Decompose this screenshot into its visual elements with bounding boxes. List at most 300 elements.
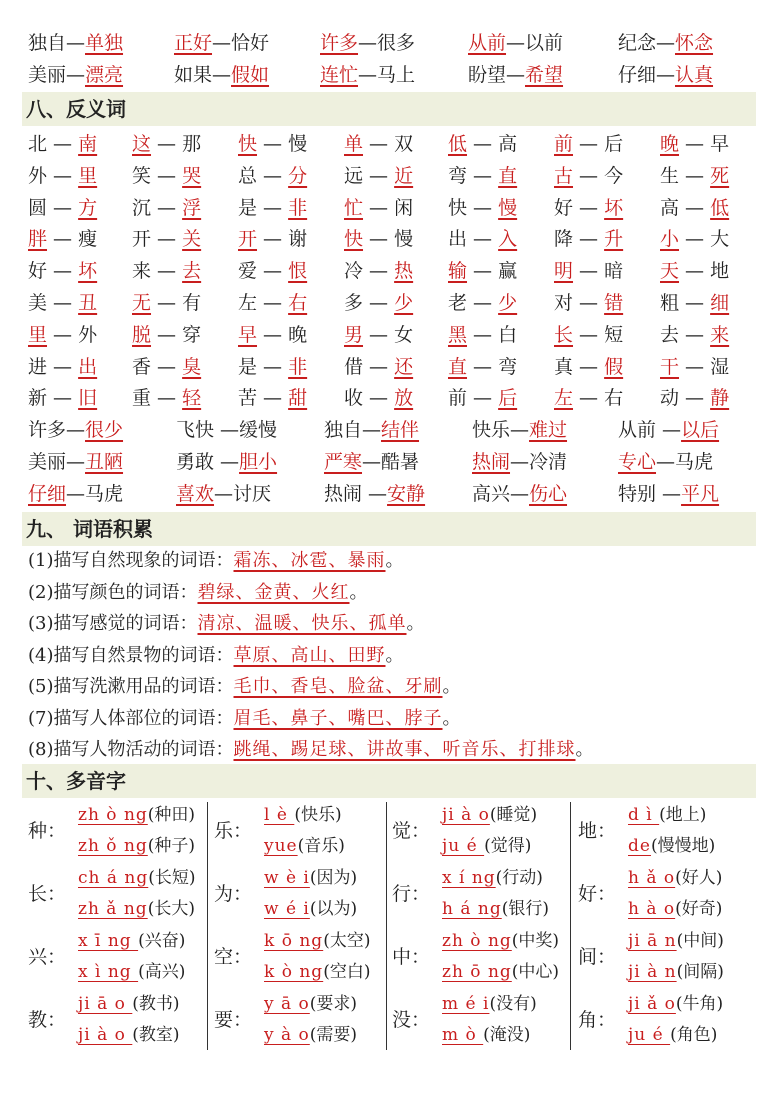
item-answer: 眉毛、鼻子、嘴巴、脖子 xyxy=(233,707,443,729)
answer-word: 无 xyxy=(132,292,152,314)
polyphone-reading xyxy=(264,894,357,924)
polyphone-reading xyxy=(628,800,706,830)
antonym-pair xyxy=(238,160,307,192)
answer-word: 胖 xyxy=(28,228,48,251)
example-word: (以为) xyxy=(309,899,358,919)
dash: — xyxy=(467,228,499,251)
antonym-pair xyxy=(554,192,623,224)
antonym-pair xyxy=(448,287,517,319)
item-prompt: (8)描写人物活动的词语： xyxy=(28,739,234,760)
example-word: (好奇) xyxy=(675,899,723,919)
given-word: 双 xyxy=(394,133,414,155)
pinyin: ch á ng xyxy=(78,868,149,888)
answer-word: 假 xyxy=(604,355,624,378)
pinyin: ju é xyxy=(442,836,485,856)
answer-word: 分 xyxy=(288,164,308,187)
given-word: 热闹 — xyxy=(324,483,388,505)
given-word: 美 xyxy=(28,292,48,314)
answer-word: 甜 xyxy=(288,387,308,410)
antonym-pair xyxy=(28,223,97,255)
answer-word: 里 xyxy=(78,164,98,187)
answer-word: 胆小 xyxy=(239,451,278,473)
example-word: (长大) xyxy=(147,899,195,919)
polyphone-reading xyxy=(442,800,537,830)
item-end: 。 xyxy=(349,581,368,603)
polyphone-reading xyxy=(264,800,342,830)
dash: — xyxy=(679,323,711,346)
answer-word: 右 xyxy=(288,292,308,314)
given-word: 多 xyxy=(344,292,364,314)
given-word: 好 xyxy=(554,196,574,219)
antonym-pair xyxy=(238,255,307,287)
antonym-pair xyxy=(238,351,307,383)
antonym-pair xyxy=(132,128,201,160)
polyphone-character: 地： xyxy=(578,820,617,842)
word-accumulation-item xyxy=(28,609,425,639)
given-word: 真 xyxy=(554,355,574,378)
example-word: (中心) xyxy=(511,962,560,982)
column-divider xyxy=(207,802,208,1050)
polyphone-reading xyxy=(78,1020,180,1050)
pinyin: h ǎ o xyxy=(628,868,676,888)
answer-word: 明 xyxy=(554,260,574,283)
antonym-pair xyxy=(28,160,97,192)
given-word: 出 xyxy=(448,228,468,251)
answer-word: 直 xyxy=(448,355,468,378)
antonym-row xyxy=(28,351,758,383)
answer-word: 热 xyxy=(394,260,414,283)
pinyin: y à o xyxy=(264,1025,310,1045)
given-word: —很多 xyxy=(358,32,416,54)
item-answer: 霜冻、冰雹、暴雨 xyxy=(233,550,386,571)
answer-word: 升 xyxy=(604,228,624,251)
answer-word: 难过 xyxy=(529,419,568,441)
dash: — xyxy=(257,260,289,283)
polyphone-reading xyxy=(78,957,185,987)
antonym-pair xyxy=(554,287,623,319)
polyphone-reading xyxy=(264,926,370,956)
dash: — xyxy=(363,355,395,378)
polyphone-character: 好： xyxy=(578,883,617,905)
given-word: 动 xyxy=(660,387,680,410)
example-word: (慢慢地) xyxy=(650,836,716,856)
answer-word: 近 xyxy=(394,164,414,187)
antonym-pair xyxy=(132,255,201,287)
antonym-pair xyxy=(554,160,623,192)
word-accumulation-item xyxy=(28,735,594,765)
antonym-phrase-pair xyxy=(28,446,123,478)
antonym-row xyxy=(28,223,758,255)
given-word: —马虎 xyxy=(66,483,124,505)
synonym-pair xyxy=(320,59,415,91)
polyphone-reading xyxy=(78,894,195,924)
antonym-phrase-pair xyxy=(472,414,567,446)
antonym-pair xyxy=(238,192,307,224)
answer-word: 严寒 xyxy=(324,451,363,473)
answer-word: 正好 xyxy=(174,32,213,54)
dash: — xyxy=(467,133,499,155)
given-word: 如果— xyxy=(174,64,232,86)
given-word: 来 xyxy=(132,260,152,283)
item-prompt: (4)描写自然景物的词语： xyxy=(28,644,234,666)
synonym-pair xyxy=(28,59,123,91)
answer-word: 臭 xyxy=(182,355,202,378)
polyphone-character: 行： xyxy=(392,883,431,905)
antonym-pair xyxy=(344,287,413,319)
antonym-pair xyxy=(28,128,97,160)
pinyin: y ā o xyxy=(264,994,310,1014)
section-10-header xyxy=(22,764,756,798)
pinyin: zh ǒ ng xyxy=(78,836,148,856)
polyphone-reading xyxy=(442,989,537,1019)
dash: — xyxy=(467,292,499,314)
dash: — xyxy=(47,387,79,410)
answer-word: 忙 xyxy=(344,196,364,219)
answer-word: 静 xyxy=(710,387,730,410)
item-end: 。 xyxy=(385,550,404,571)
dash: — xyxy=(363,260,395,283)
polyphone-reading xyxy=(628,863,722,893)
answer-word: 晚 xyxy=(660,133,680,155)
dash: — xyxy=(679,164,711,187)
dash: — xyxy=(257,387,289,410)
given-word: 闲 xyxy=(394,196,414,219)
answer-word: 去 xyxy=(182,260,202,283)
given-word: 瘦 xyxy=(78,228,98,251)
given-word: 爱 xyxy=(238,260,258,283)
answer-word: 出 xyxy=(78,355,98,378)
antonym-row xyxy=(28,128,758,160)
antonym-phrase-pair xyxy=(176,478,271,510)
answer-word: 方 xyxy=(78,196,98,219)
column-divider xyxy=(570,802,571,1050)
item-end: 。 xyxy=(442,707,461,729)
dash: — xyxy=(363,292,395,314)
example-word: (角色) xyxy=(670,1025,718,1045)
polyphone-character: 长： xyxy=(28,883,67,905)
column-divider xyxy=(386,802,387,1050)
antonym-phrase-row xyxy=(28,414,758,446)
synonym-pair xyxy=(618,27,713,59)
pinyin: l è xyxy=(264,805,295,825)
example-word: (空白) xyxy=(323,962,371,982)
dash: — xyxy=(363,164,395,187)
polyphone-character: 角： xyxy=(578,1009,617,1031)
antonym-phrase-pair xyxy=(176,446,277,478)
answer-word: 男 xyxy=(344,323,364,346)
polyphone-character: 间： xyxy=(578,946,617,968)
given-word: 北 xyxy=(28,133,48,155)
pinyin: zh ǎ ng xyxy=(78,899,148,919)
item-answer: 跳绳、踢足球、讲故事、听音乐、打排球 xyxy=(233,739,576,760)
given-word: 高 xyxy=(660,196,680,219)
dash: — xyxy=(573,133,605,155)
dash: — xyxy=(467,196,499,219)
antonym-pair xyxy=(132,160,201,192)
given-word: 弯 xyxy=(448,164,468,187)
pinyin: ju é xyxy=(628,1025,671,1045)
pinyin: w è i xyxy=(264,868,310,888)
section-9-header xyxy=(22,512,756,546)
answer-word: 来 xyxy=(710,323,730,346)
item-answer: 草原、高山、田野 xyxy=(233,644,386,666)
synonym-row-2 xyxy=(28,59,758,91)
polyphone-reading xyxy=(264,863,357,893)
example-word: (中间) xyxy=(676,931,724,951)
answer-word: 专心 xyxy=(618,451,657,473)
dash: — xyxy=(363,196,395,219)
dash: — xyxy=(467,355,499,378)
antonym-pair xyxy=(448,382,517,414)
antonym-pair xyxy=(554,255,623,287)
answer-word: 后 xyxy=(498,387,518,410)
example-word: (淹没) xyxy=(483,1025,531,1045)
example-word: (长短) xyxy=(148,868,196,888)
given-word: 湿 xyxy=(710,355,730,378)
pinyin: ji ā n xyxy=(628,931,677,951)
given-word: 许多— xyxy=(28,419,86,441)
example-word: (因为) xyxy=(309,868,358,888)
example-word: (教书) xyxy=(132,994,180,1014)
item-end: 。 xyxy=(385,644,404,666)
dash: — xyxy=(47,323,79,346)
item-answer: 毛巾、香皂、脸盆、牙刷 xyxy=(233,676,443,697)
pinyin: d ì xyxy=(628,805,660,825)
dash: — xyxy=(363,323,395,346)
antonym-phrase-pair xyxy=(28,478,123,510)
synonym-pair xyxy=(174,59,269,91)
dash: — xyxy=(679,133,711,155)
pinyin: w é i xyxy=(264,899,310,919)
dash: — xyxy=(151,164,183,187)
given-word: —以前 xyxy=(506,32,564,54)
antonym-pair xyxy=(448,351,517,383)
given-word: 独自— xyxy=(28,32,86,54)
item-prompt: (3)描写感觉的词语： xyxy=(28,613,198,634)
answer-word: 哭 xyxy=(182,164,202,187)
dash: — xyxy=(679,196,711,219)
dash: — xyxy=(363,228,395,251)
given-word: 今 xyxy=(604,164,624,187)
given-word: 谢 xyxy=(288,228,308,251)
synonym-pair xyxy=(618,59,713,91)
pinyin: m é i xyxy=(442,994,490,1014)
dash: — xyxy=(467,323,499,346)
antonym-row xyxy=(28,319,758,351)
word-accumulation-item xyxy=(28,672,461,702)
pinyin: m ò xyxy=(442,1025,484,1045)
antonym-pair xyxy=(660,382,729,414)
dash: — xyxy=(679,292,711,314)
antonym-pair xyxy=(132,192,201,224)
answer-word: 丑 xyxy=(78,292,98,314)
pinyin: yue xyxy=(264,836,298,856)
example-word: (兴奋) xyxy=(138,931,186,951)
given-word: 老 xyxy=(448,292,468,314)
answer-word: 错 xyxy=(604,292,624,314)
polyphone-character: 种： xyxy=(28,820,67,842)
answer-word: 许多 xyxy=(320,32,359,54)
example-word: (音乐) xyxy=(297,836,345,856)
example-word: (快乐) xyxy=(294,805,342,825)
antonym-phrase-pair xyxy=(472,446,567,478)
item-prompt: (7)描写人体部位的词语： xyxy=(28,707,234,729)
pinyin: h à o xyxy=(628,899,676,919)
antonym-pair xyxy=(344,128,413,160)
example-word: (间隔) xyxy=(676,962,724,982)
polyphone-reading xyxy=(442,1020,530,1050)
answer-word: 连忙 xyxy=(320,64,359,86)
answer-word: 少 xyxy=(498,292,518,314)
synonym-pair xyxy=(320,27,415,59)
word-accumulation-item xyxy=(28,704,461,734)
polyphone-reading xyxy=(78,863,196,893)
given-word: 借 xyxy=(344,355,364,378)
antonym-pair xyxy=(660,223,729,255)
answer-word: 单 xyxy=(344,133,364,155)
answer-word: 低 xyxy=(448,133,468,155)
antonym-pair xyxy=(660,160,729,192)
dash: — xyxy=(47,164,79,187)
answer-word: 前 xyxy=(554,133,574,155)
pinyin: zh ō ng xyxy=(442,962,512,982)
dash: — xyxy=(257,133,289,155)
dash: — xyxy=(151,355,183,378)
antonym-pair xyxy=(660,255,729,287)
antonym-pair xyxy=(238,223,307,255)
antonym-pair xyxy=(660,351,729,383)
given-word: 笑 xyxy=(132,164,152,187)
synonym-pair xyxy=(28,27,123,59)
given-word: 女 xyxy=(394,323,414,346)
answer-word: 怀念 xyxy=(675,32,714,54)
given-word: 飞快 —缓慢 xyxy=(176,419,278,441)
example-word: (行动) xyxy=(495,868,543,888)
dash: — xyxy=(47,260,79,283)
given-word: 好 xyxy=(28,260,48,283)
pinyin: ji à n xyxy=(628,962,677,982)
given-word: 纪念— xyxy=(618,32,676,54)
pinyin: x ì ng xyxy=(78,962,139,982)
dash: — xyxy=(679,228,711,251)
answer-word: 丑陋 xyxy=(85,451,124,473)
antonym-pair xyxy=(28,319,97,351)
dash: — xyxy=(47,196,79,219)
antonym-pair xyxy=(554,223,623,255)
given-word: 总 xyxy=(238,164,258,187)
dash: — xyxy=(679,260,711,283)
item-end: 。 xyxy=(442,676,461,697)
answer-word: 黑 xyxy=(448,323,468,346)
polyphone-character: 没： xyxy=(392,1009,431,1031)
dash: — xyxy=(151,292,183,314)
answer-word: 单独 xyxy=(85,32,124,54)
answer-word: 小 xyxy=(660,228,680,251)
pinyin: x ī ng xyxy=(78,931,139,951)
antonym-phrase-pair xyxy=(618,446,713,478)
given-word: 早 xyxy=(710,133,730,155)
given-word: 美丽— xyxy=(28,64,86,86)
antonym-pair xyxy=(660,287,729,319)
antonym-phrase-pair xyxy=(472,478,567,510)
answer-word: 干 xyxy=(660,355,680,378)
polyphone-reading xyxy=(78,831,195,861)
pinyin: de xyxy=(628,836,651,856)
word-accumulation-item xyxy=(28,641,404,671)
antonym-row xyxy=(28,160,758,192)
answer-word: 喜欢 xyxy=(176,483,215,505)
polyphone-reading xyxy=(78,989,180,1019)
given-word: 降 xyxy=(554,228,574,251)
example-word: (需要) xyxy=(309,1025,358,1045)
dash: — xyxy=(47,355,79,378)
dash: — xyxy=(573,323,605,346)
dash: — xyxy=(573,387,605,410)
antonym-pair xyxy=(28,192,97,224)
given-word: 短 xyxy=(604,323,624,346)
dash: — xyxy=(257,196,289,219)
dash: — xyxy=(257,164,289,187)
given-word: 赢 xyxy=(498,260,518,283)
antonym-pair xyxy=(28,382,97,414)
polyphone-reading xyxy=(628,1020,717,1050)
antonym-row xyxy=(28,255,758,287)
pinyin: h á ng xyxy=(442,899,502,919)
antonym-pair xyxy=(238,128,307,160)
answer-word: 左 xyxy=(554,387,574,410)
answer-word: 放 xyxy=(394,387,414,410)
pinyin: k ò ng xyxy=(264,962,324,982)
item-prompt: (5)描写洗漱用品的词语： xyxy=(28,676,234,697)
dash: — xyxy=(47,133,79,155)
dash: — xyxy=(679,355,711,378)
answer-word: 细 xyxy=(710,292,730,314)
answer-word: 少 xyxy=(394,292,414,314)
synonym-pair xyxy=(174,27,269,59)
polyphone-character: 教： xyxy=(28,1009,67,1031)
given-word: 右 xyxy=(604,387,624,410)
given-word: 地 xyxy=(710,260,730,283)
antonym-phrase-pair xyxy=(618,414,719,446)
given-word: 苦 xyxy=(238,387,258,410)
dash: — xyxy=(257,292,289,314)
antonym-pair xyxy=(448,223,517,255)
example-word: (高兴) xyxy=(138,962,186,982)
given-word: 是 xyxy=(238,196,258,219)
dash: — xyxy=(573,260,605,283)
polyphone-reading xyxy=(628,831,715,861)
polyphone-reading xyxy=(628,894,722,924)
polyphone-character: 兴： xyxy=(28,946,67,968)
answer-word: 认真 xyxy=(675,64,714,86)
synonym-pair xyxy=(468,59,563,91)
given-word: 沉 xyxy=(132,196,152,219)
polyphone-reading xyxy=(628,926,724,956)
pinyin: ji à o xyxy=(78,1025,133,1045)
dash: — xyxy=(257,228,289,251)
pinyin: ji ǎ o xyxy=(628,994,676,1014)
given-word: 对 xyxy=(554,292,574,314)
polyphone-reading xyxy=(628,989,723,1019)
given-word: 仔细— xyxy=(618,64,676,86)
dash: — xyxy=(151,133,183,155)
dash: — xyxy=(257,355,289,378)
item-end: 。 xyxy=(406,613,425,634)
given-word: 高兴— xyxy=(472,483,530,505)
antonym-pair xyxy=(132,319,201,351)
answer-word: 平凡 xyxy=(681,483,720,505)
word-accumulation-item xyxy=(28,546,404,576)
